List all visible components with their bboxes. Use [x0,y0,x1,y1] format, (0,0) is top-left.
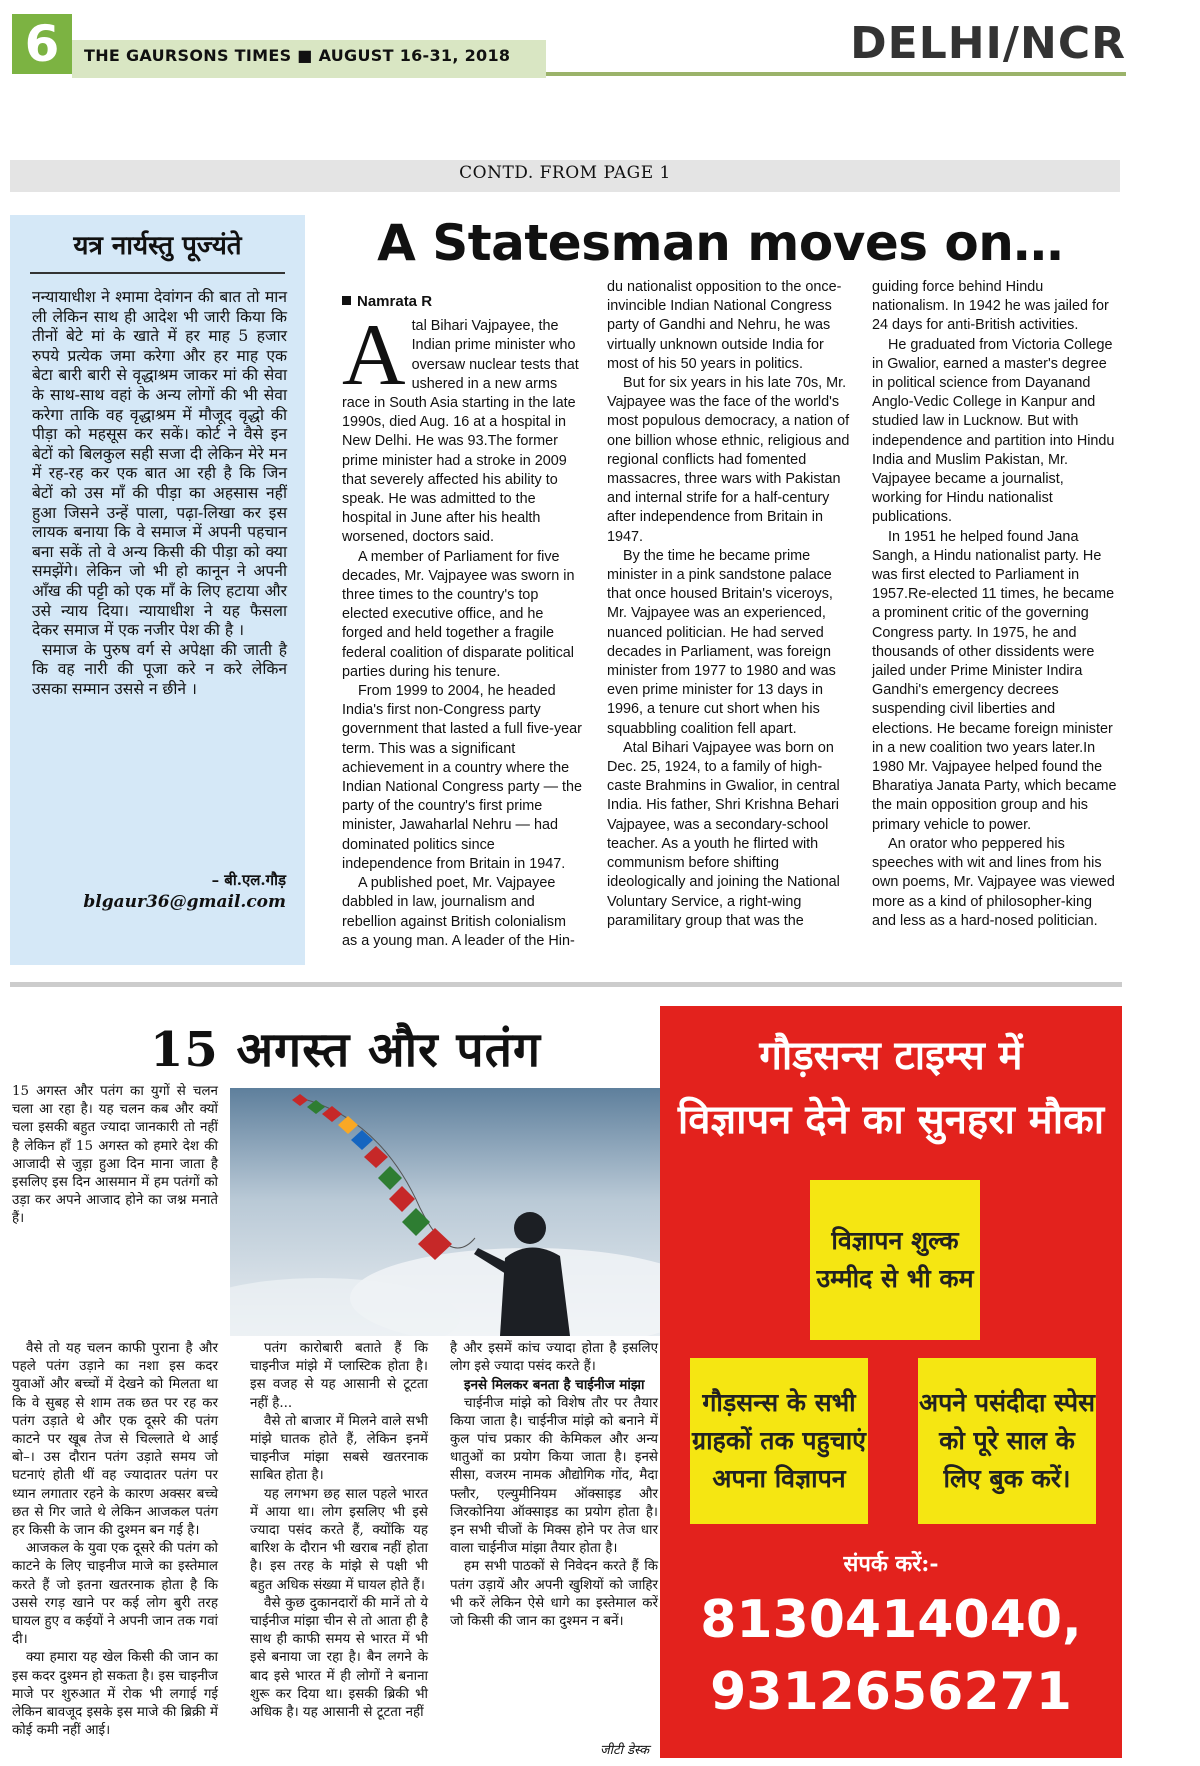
ad-phone-2[interactable]: 9312656271 [710,1662,1072,1722]
article-column-3 [872,278,1117,931]
kite-subhead: इनसे मिलकर बनता है चाईनीज मांझा [464,1377,645,1394]
article-paragraph: In 1951 he helped found Jana Sangh, a Hindu nationalist party. He was first elected to Parliament in 1957.Re-elected 11 times, he became a prominent critic of the governing Congress party. In 1975, he and thousands of other dissidents were jailed under Prime Minister Indira Gandhi's emergency decrees suspending civil liberties and elections. He became foreign minister in a new coalition two years later.In 1980 Mr. Vajpayee helped found the Bharatiya Janata Party, which became the main opposition group and his primary vehicle to power. [872,528,1117,833]
kite-paragraph: पतंग कारोबारी बताते हैं कि चाइनीज मांझे में प्लास्टिक होता है। इस वजह से यह आसानी से टूटता नहीं है... [250,1341,428,1411]
article-paragraph: By the time he became prime minister in a pink sandstone palace that once housed Britain's viceroys, Mr. Vajpayee was an experienced, nuanced politician. He had served decades in Parliament, was foreign minister from 1977 to 1980 and was even prime minister for 13 days in 1996, a tenure cut short when his squabbling coalition fell apart. [607,547,836,737]
sidebar-title: यत्र नार्यस्तु पूज्यंते [73,231,242,261]
kite-paragraph: हम सभी पाठकों से निवेदन करते हैं कि पतंग उड़ायें और अपनी खुशियों को जाहिर भी करें लेकिन ऐसे धागे का इस्तेमाल करें जो किसी की जान का दुश्मन न बनें। [450,1559,658,1630]
byline-name: Namrata R [357,293,433,310]
kite-column-2 [250,1340,428,1722]
page-number: 6 [12,14,72,74]
separator-square: ■ [297,46,313,65]
sidebar-paragraph: नन्यायाधीश ने श्मामा देवांगन की बात तो मान ली लेकिन साथ ही आदेश भी जारी किया कि तीनों बेटे मां के खाते में हर माह 5 हजार रुपये प्रत्येक जमा करेगा और हर माह एक बेटा बारी बारी से वृद्धाश्रम जाकर मां की सेवा के साथ-साथ वहां के अन्य लोगों की भी सेवा करेगा ताकि वह वृद्धाश्रम में मौजूद वृद्धो की पीड़ा को महसूस कर सकें। कोर्ट ने वैसे इन बेटों को बिलकुल सही सजा दी लेकिन मेरे मन में रह-रह कर एक बात आ रही है कि जिन बेटों को उस माँ की पीड़ा का अहसास नहीं हुआ जिसने उन्हें पाला, पढ़ा-लिखा कर इस लायक बनाया कि वे समाज में अपनी पहचान बना सकें तो वे अन्य किसी की पीड़ा को क्या समझेंगे। लेकिन जो भी हो कानून ने अपनी आँख की पट्टी को एक माँ के लिए हटाया और उसे न्याय दिया। न्यायाधीश ने यह फैसला देकर समाज में एक नजीर पेश की है । [32,288,287,640]
article-paragraph: du nationalist opposition to the once-invincible Indian National Congress party of Gandhi and Nehru, he was virtually unknown outside India for most of his 50 years in politics. [607,279,842,372]
kite-photo [230,1088,662,1336]
article-paragraph: But for six years in his late 70s, Mr. Vajpayee was the face of the world's most populous democracy, a nation of one billion whose ethnic, religious and regional conflicts had fomented massacres, three wars with Pakistan and internal strife for a half-century after independence from Britain in 1947. [607,375,850,545]
kite-article-title: 15 अगस्त और पतंग [150,1022,542,1078]
article-column-1 [342,292,582,951]
article-paragraph: A published poet, Mr. Vajpayee dabbled in law, journalism and rebellion against British colonialism as a young man. A leader of the Hin- [342,875,575,949]
ad-headline-1: गौड़सन्स टाइम्स में [759,1032,1023,1079]
kite-paragraph: 15 अगस्त और पतंग का युगों से चलन चला आ रहा है। यह चलन कब और क्यों चला इसकी बहुत ज्यादा जानकारी तो नहीं है लेकिन हाँ 15 अगस्त को हमारे देश की आजादी से जुड़ा हुआ दिन माना जाता है इसलिए इस दिन आसमान में हम पतंगों को उड़ा कर अपने आजाद होने का जश्न मनाते हैं। [12,1084,218,1227]
article-column-2 [607,278,852,931]
article-headline: A Statesman moves on… [377,214,1063,272]
kite-paragraph: आजकल के युवा एक दूसरे की पतंग को काटने के लिए चाइनीज माजे का इस्तेमाल करते हैं जो इतना खतरनाक होता है कि उससे रगड़ खाने पर कई लोग बुरी तरह घायल हुए व कईयों ने अपनी जान तक गवां दी। [12,1541,218,1648]
article-paragraph: Atal Bihari Vajpayee was born on Dec. 25, 1924, to a family of high-caste Brahmins in Gwalior, in central India. His father, Shri Krishna Behari Vajpayee, was a secondary-school teacher. As a youth he flirted with communism before shifting ideologically and joining the National Voluntary Service, a right-wing paramilitary group that was the [607,739,840,929]
sidebar-email[interactable]: blgaur36@gmail.com [83,892,286,912]
ad-contact-label: संपर्क करें:- [843,1551,939,1577]
masthead-text [84,46,510,65]
section-label: DELHI/NCR [850,18,1126,69]
continued-label: CONTD. FROM PAGE 1 [459,163,671,183]
article-paragraph: He graduated from Victoria College in Gwalior, earned a master's degree in political science from Dayanand Anglo-Vedic College in Kanpur and studied law in Lucknow. But with independence and partition into Hindu India and Muslim Pakistan, Mr. Vajpayee became a journalist, working for Hindu nationalist publications. [872,336,1115,526]
article-byline [342,292,582,311]
kite-column-1-continued [12,1340,218,1740]
article-paragraph: From 1999 to 2004, he headed India's first non-Congress party government that lasted a full five-year term. This was a significant achievement in a country where the Indian National Congress party — the party of the country's first prime minister, Jawaharlal Nehru — had dominated politics since independence from Britain in 1947. [342,683,582,872]
kite-paragraph: वैसे तो बाजार में मिलने वाले सभी मांझे घातक होते हैं, लेकिन इनमें चाइनीज मांझा सबसे खतरनाक साबित होता है। [250,1413,428,1484]
ad-box-booking: अपने पसंदीदा स्पेस को पूरे साल के लिए बुक करें। [918,1358,1096,1524]
kite-paragraph: यह लगभग छह साल पहले भारत में आया था। लोग इसलिए भी इसे ज्यादा पसंद करते हैं, क्योंकि यह बारिश के दौरान भी खराब नहीं होता है। इस तरह के मांझे से पक्षी भी बहुत अधिक संख्या में घायल होते हैं। [250,1486,428,1593]
ad-headline-2: विज्ञापन देने का सुनहरा मौका [677,1096,1105,1143]
kite-column-1 [12,1083,224,1229]
sidebar-rule [30,272,285,274]
kite-paragraph: वैसे तो यह चलन काफी पुराना है और पहले पतंग उड़ाने का नशा इस कदर युवाओं और बच्चों में देखने को मिलता था कि वे सुबह से शाम तक छत पर रह कर पतंग उड़ाते थे और एक दूसरे की पतंग काटने पर खूब तेज से चिल्लाते थे आई बो–। उस दौरान पतंग उड़ाते समय जो घटनाएं होती थीं वह ज्यादातर पतंग पर ध्यान लगातार रहने के कारण अक्सर बच्चे छत से गिर जाते थे लेकिन आजकल पतंग हर किसी के जान की दुश्मन बन गई है। [12,1341,218,1539]
article-paragraph: Atal Bihari Vajpayee, the Indian prime minister who oversaw nuclear tests that ushered in a new arms race in South Asia starting in the late 1990s, died Aug. 16 at a hospital in New Delhi. He was 93.The former prime minister had a stroke in 2009 that severely affected his ability to speak. He was admitted to the hospital in June after his health worsened, doctors said. [342,307,579,546]
kite-paragraph: है और इसमें कांच ज्यादा होता है इसलिए लोग इसे ज्यादा पसंद करते हैं। [450,1341,658,1375]
kite-paragraph: क्या हमारा यह खेल किसी की जान का इस कदर दुश्मन हो सकता है। इस चाइनीज माजे पर शुरुआत में रोक भी लगाई गई लेकिन बावजूद इसके इस माजे की ब्रिक्री में कोई कमी नहीं आई। [12,1650,218,1739]
byline-square-icon [342,296,351,305]
sidebar-body [32,288,287,699]
ad-box-reach: गौड़सन्स के सभी ग्राहकों तक पहुचाएं अपना विज्ञापन [690,1358,868,1524]
kite-photo-image [230,1088,662,1336]
sidebar-author: – बी.एल.गौड़ [211,871,286,889]
ad-box-price: विज्ञापन शुल्क उम्मीद से भी कम [810,1180,980,1340]
kite-paragraph: चाईनीज मांझे को विशेष तौर पर तैयार किया जाता है। चाईनीज मांझे को बनाने में कुल पांच प्रकार की केमिकल और अन्य धातुओं का प्रयोग किया जाता है। इनसे सीसा, वजरम नामक औद्योगिक गोंद, मैदा फ्लौर, एल्युमीनियम ऑक्साइड और जिरकोनिया ऑक्साइड का प्रयोग होता है। इन सभी चीजों के मिक्स होने पर तेज धार वाला चाईनीज मांझा तैयार होता है। [450,1395,658,1557]
section-rule [546,72,1126,76]
kite-column-3 [450,1340,658,1631]
ad-phone-1[interactable]: 8130414040, [700,1590,1082,1650]
kite-credit: जीटी डेस्क [600,1743,650,1758]
issue-date: AUGUST 16-31, 2018 [318,46,511,65]
sidebar-paragraph: समाज के पुरुष वर्ग से अपेक्षा की जाती है कि वह नारी की पूजा करे न करे लेकिन उसका सम्मान उससे न छीने । [32,640,287,698]
kite-paragraph: वैसे कुछ दुकानदारों की मानें तो ये चाईनीज मांझा चीन से तो आता ही है साथ ही काफी समय से भारत में भी इसे बनाया जा रहा है। बैन लगने के बाद इसे भारत में ही लोगों ने बनाना शुरू कर दिया था। इसकी ब्रिकी भी अधिक है। यह आसानी से टूटता नहीं [250,1595,428,1721]
article-paragraph: A member of Parliament for five decades, Mr. Vajpayee was sworn in three times to the country's top elected executive office, and he forged and held together a fragile federal coalition of disparate political parties during his tenure. [342,548,575,680]
publication-name: THE GAURSONS TIMES [84,46,292,65]
section-divider [10,982,1122,987]
article-paragraph: guiding force behind Hindu nationalism. In 1942 he was jailed for 24 days for anti-British activities. [872,279,1109,334]
article-paragraph: An orator who peppered his speeches with wit and lines from his own poems, Mr. Vajpayee was viewed more as a kind of philosopher-king and less as a hard-nosed politician. [872,835,1115,929]
drop-cap: A [342,307,406,405]
